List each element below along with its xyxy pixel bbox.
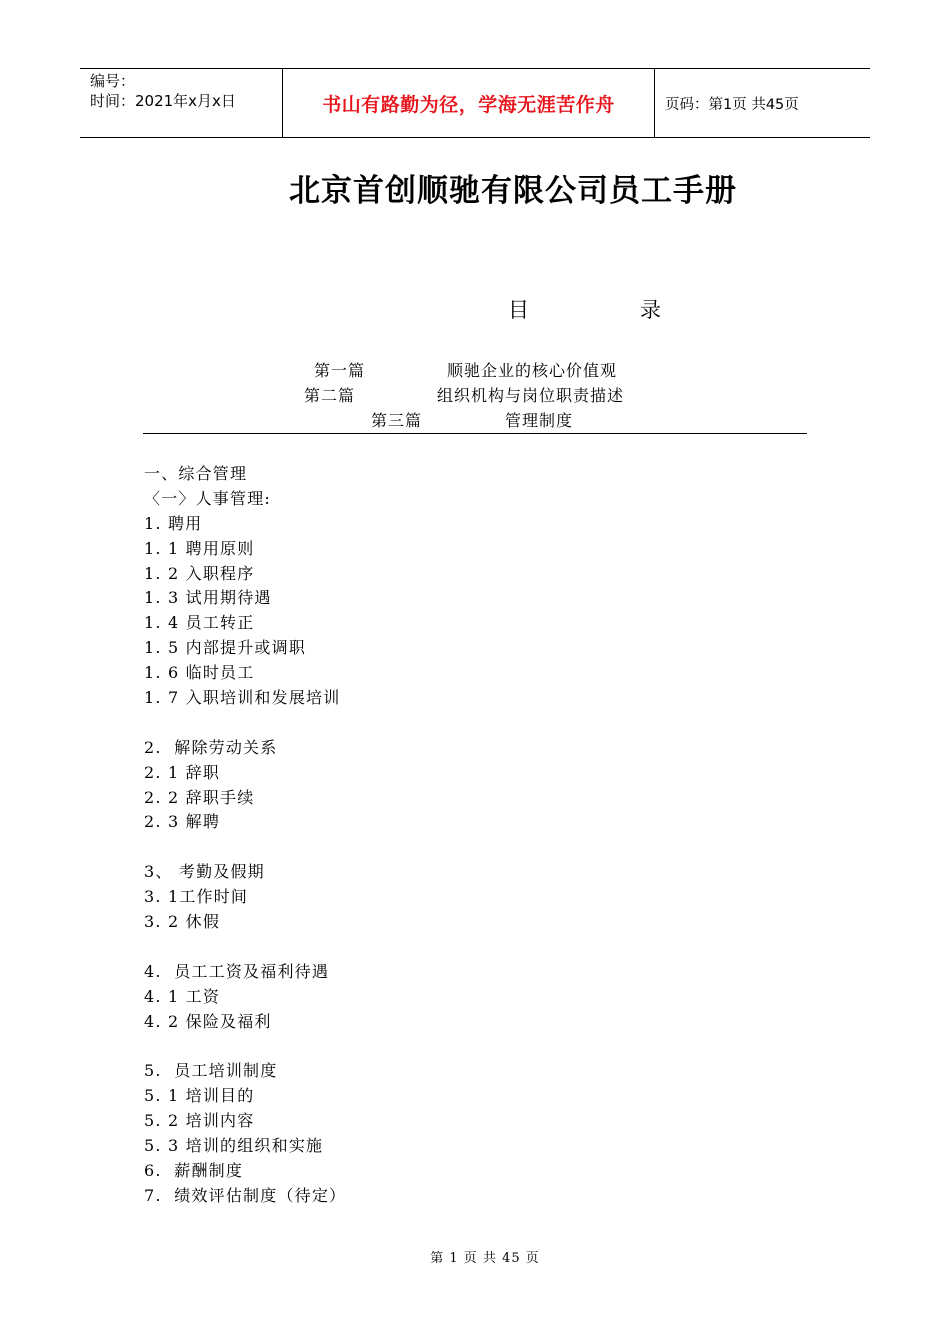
outline-item: 4. 2 保险及福利 bbox=[144, 1011, 272, 1031]
outline-item: 〈一〉人事管理: bbox=[144, 488, 271, 508]
document-title: 北京首创顺驰有限公司员工手册 bbox=[289, 173, 737, 209]
outline-item: 2. 解除劳动关系 bbox=[144, 737, 278, 757]
outline-item: 5. 1 培训目的 bbox=[144, 1086, 255, 1106]
outline-item: 3. 2 休假 bbox=[144, 912, 221, 932]
outline-item: 4. 1 工资 bbox=[144, 986, 221, 1006]
outline-item: 1. 3 试用期待遇 bbox=[144, 588, 272, 608]
header-meta-cell bbox=[80, 69, 282, 137]
outline-item: 3. 1工作时间 bbox=[144, 887, 249, 907]
page-info: 页码：第1页 共45页 bbox=[665, 96, 799, 113]
outline-item: 3、 考勤及假期 bbox=[144, 862, 265, 882]
outline-list bbox=[144, 462, 346, 1209]
toc-heading-left: 目 bbox=[508, 298, 529, 322]
document-header-table bbox=[80, 68, 870, 138]
outline-item: 2. 2 辞职手续 bbox=[144, 787, 255, 807]
time-label: 时间：2021年x月x日 bbox=[90, 92, 236, 110]
header-motto-cell bbox=[282, 69, 655, 137]
page-footer: 第 1 页 共 45 页 bbox=[430, 1251, 540, 1266]
outline-item: 5. 2 培训内容 bbox=[144, 1111, 255, 1131]
number-label: 编号： bbox=[90, 72, 136, 90]
outline-spacer bbox=[144, 935, 346, 960]
toc-part-label: 第一篇 bbox=[314, 361, 366, 380]
toc-part-title: 管理制度 bbox=[505, 411, 574, 430]
outline-item: 1. 1 聘用原则 bbox=[144, 538, 255, 558]
toc-part-title: 组织机构与岗位职责描述 bbox=[437, 386, 625, 405]
toc-divider-rule bbox=[143, 433, 807, 434]
toc-part-label: 第三篇 bbox=[371, 411, 423, 430]
toc-part-label: 第二篇 bbox=[304, 386, 356, 405]
outline-item: 6. 薪酬制度 bbox=[144, 1160, 244, 1180]
outline-item: 1. 2 入职程序 bbox=[144, 563, 255, 583]
outline-item: 7. 绩效评估制度（待定） bbox=[144, 1185, 347, 1205]
outline-item: 1. 6 临时员工 bbox=[144, 663, 255, 683]
outline-item: 1. 4 员工转正 bbox=[144, 613, 255, 633]
header-page-cell bbox=[655, 69, 870, 137]
outline-item: 1. 5 内部提升或调职 bbox=[144, 638, 307, 658]
motto-text: 书山有路勤为径，学海无涯苦作舟 bbox=[322, 93, 615, 116]
toc-part-title: 顺驰企业的核心价值观 bbox=[447, 361, 618, 380]
toc-heading-right: 录 bbox=[640, 298, 661, 322]
outline-item: 4. 员工工资及福利待遇 bbox=[144, 961, 330, 981]
outline-item: 2. 1 辞职 bbox=[144, 762, 221, 782]
outline-item: 5. 3 培训的组织和实施 bbox=[144, 1136, 324, 1156]
outline-spacer bbox=[144, 711, 346, 736]
outline-item: 1. 7 入职培训和发展培训 bbox=[144, 688, 341, 708]
outline-item: 2. 3 解聘 bbox=[144, 812, 221, 832]
outline-spacer bbox=[144, 835, 346, 860]
outline-item: 一、综合管理 bbox=[144, 464, 248, 483]
outline-spacer bbox=[144, 1034, 346, 1059]
outline-item: 5. 员工培训制度 bbox=[144, 1061, 278, 1081]
outline-item: 1. 聘用 bbox=[144, 513, 203, 533]
